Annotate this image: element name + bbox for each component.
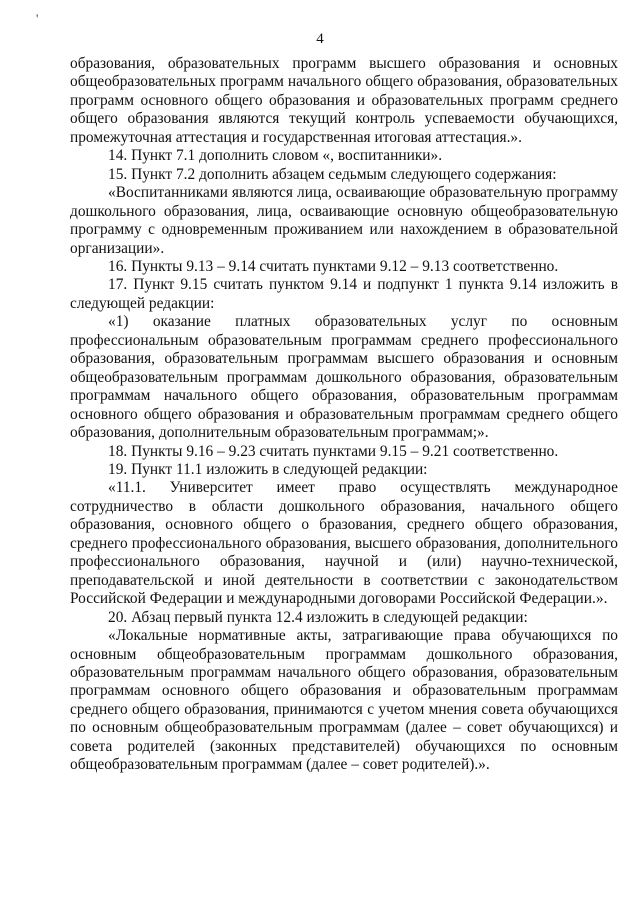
paragraph-item-19: 19. Пункт 11.1 изложить в следующей редакции: (108, 460, 428, 478)
paragraph-item-14: 14. Пункт 7.1 дополнить словом «, воспитанники». (108, 147, 443, 165)
paragraph-continuation: образования, образовательных программ высшего образования и основных общеобразовательных программ начального общего образования, образовательных программ основного общего образования и образовательных программ среднего общего образования являются текущий контроль успеваемости обучающихся, промежуточная аттестация и государственная итоговая аттестация.». (70, 55, 618, 146)
page-number: 4 (316, 31, 324, 47)
paragraph-quote-local-acts: «Локальные нормативные акты, затрагивающие права обучающихся по основным общеобразовательным программам дошкольного образования, образовательным программам начального общего образования, образовательным программам основного общего образования и образовательным программам среднего общего образования, принимаются с учетом мнения совета обучающихся по основным общеобразовательным программам (далее – совет обучающихся) и совета родителей (законных представителей) обучающихся по основным общеобразовательным программам (далее – совет родителей).». (70, 627, 618, 774)
paragraph-item-15: 15. Пункт 7.2 дополнить абзацем седьмым следующего содержания: (108, 165, 557, 183)
paragraph-quote-pupils: «Воспитанниками являются лица, осваивающие образовательную программу дошкольного образования, лица, осваивающие основную общеобразовательную программу с одновременным проживанием или нахождением в образовательной организации». (70, 184, 618, 257)
paragraph-quote-paid-services: «1) оказание платных образовательных услуг по основным профессиональным образовательным программам среднего профессионального образования, образовательным программам высшего образования и основным общеобразовательным программам дошкольного образования, образовательным программам начального общего образования, образовательным программам основного общего образования и образовательным программам среднего общего образования, дополнительным образовательным программам;». (70, 313, 618, 442)
paragraph-item-20: 20. Абзац первый пункта 12.4 изложить в следующей редакции: (108, 608, 528, 626)
margin-mark: ' (36, 11, 39, 26)
document-body (70, 55, 618, 775)
paragraph-item-16: 16. Пункты 9.13 – 9.14 считать пунктами 9.12 – 9.13 соответственно. (108, 257, 559, 275)
paragraph-item-18: 18. Пункты 9.16 – 9.23 считать пунктами 9.15 – 9.21 соответственно. (108, 442, 559, 460)
paragraph-quote-international: «11.1. Университет имеет право осуществлять международное сотрудничество в области дошкольного образования, начального общего образования, основного общего о бразования, среднего общего образования, среднего профессионального образования, высшего образования, дополнительного профессионального образования, научной и (или) научно-технической, преподавательской и иной деятельности в соответствии с законодательством Российской Федерации и международными договорами Российской Федерации.». (70, 479, 618, 608)
paragraph-item-17: 17. Пункт 9.15 считать пунктом 9.14 и подпункт 1 пункта 9.14 изложить в следующей редакции: (70, 276, 618, 312)
